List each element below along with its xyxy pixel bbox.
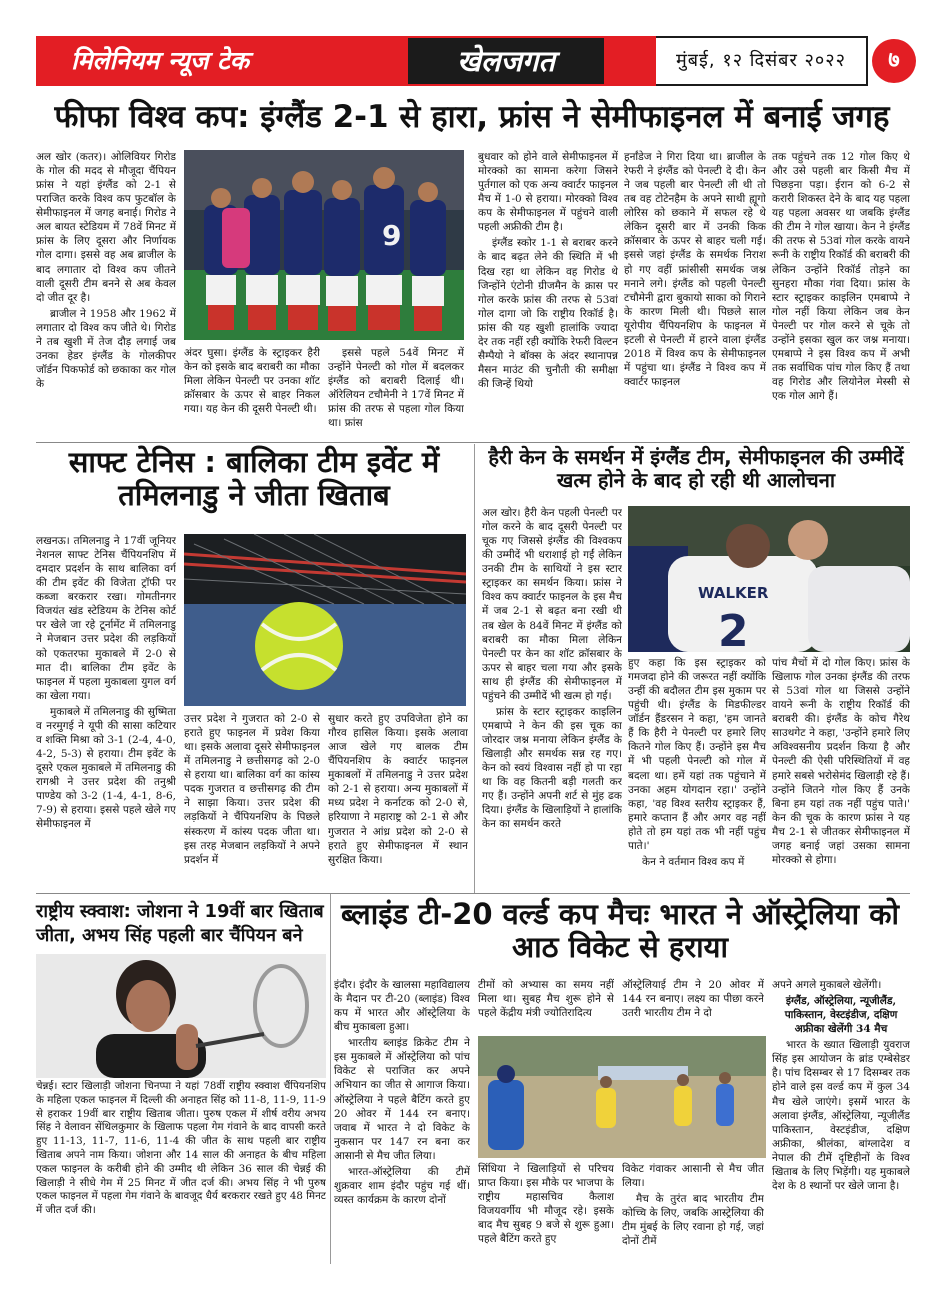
story5-column-2b (478, 1162, 614, 1260)
paragraph: हर्नांडेज ने गिरा दिया था। ब्राजील के रेफरी ने इंग्लैंड को पेनल्टी दे दी। केन ने जब पहली बार पेनल्टी ली थी तो तब वह टोटेनहैम के अपने साथी ह्यूगो लोरिस को छकाने में सफल रहे थे लेकिन दूसरी बार में उनकी किक क्रॉसबार के ऊपर से बाहर चली गई। इससे जहां इंग्लैंड के समर्थक निराश हो गए वहीं फ्रांसीसी समर्थक जश्न मनाने लगे। इंग्लैंड को पहली पेनल्टी टचौमेनी द्वारा बुकायो साका को गिराने के कारण मिली थी। पिछले साल यूरोपीय चैंपियनशिप के फाइनल में इटली से पेनल्टी में हारने वाला इंग्लैंड 2018 में विश्व कप के सेमीफाइनल में पहुंचा था। इंग्लैंड ने विश्व कप में क्वार्टर फाइनल (624, 151, 766, 388)
teams-subheading: इंग्लैंड, ऑस्ट्रेलिया, न्यूजीलैंड, पाकिस्तान, वेस्टइंडीज, दक्षिण अफ्रीका खेलेंगी 34 मैच (784, 995, 898, 1036)
story4-body (36, 1080, 326, 1260)
section-title: खेलजगत (408, 38, 604, 84)
paragraph: अंदर घुसा। इंग्लैंड के स्ट्राइकर हैरी केन को इसके बाद बराबरी का मौका मिला लेकिन पेनल्टी पर उनका शॉट क्रॉसबार के ऊपर से बाहर निकल गया। यह केन की दूसरी पेनल्टी थी। (184, 347, 320, 416)
paragraph: पांच मैचों में दो गोल किए। फ्रांस के खिलाफ गोल उनका इंग्लैंड की तरफ से 53वां गोल था जिससे उन्होंने वायने रूनी के राष्ट्रीय रिकॉर्ड की बराबरी की। इंग्लैंड के कोच गैरेथ साउथगेट ने कहा, 'उन्होंने हमारे लिए अविश्वसनीय प्रदर्शन किया है और पेनल्टी की ऐसी परिस्थितियों में वह हमारे सबसे भरोसेमंद खिलाड़ी रहे हैं। उन्होंने जितने गोल किए हैं उनके बिना हम यहां तक नहीं पहुंच पाते।' केन की चूक के कारण फ्रांस ने यह मैच 2-1 से जीतकर सेमीफाइनल में जगह बनाई जहां उसका सामना मोरक्को से होगा। (772, 657, 910, 866)
tennis-ball-on-court-image (184, 534, 466, 706)
paragraph: इंदौर। इंदौर के खालसा महाविद्यालय के मैदान पर टी-20 (ब्लाइंड) विश्व कप में भारत और ऑस्ट्रेलिया के बीच मुकाबला हुआ। (334, 979, 470, 1034)
paragraph: चेन्नई। स्टार खिलाड़ी जोशना चिनप्पा ने यहां 78वीं राष्ट्रीय स्क्वाश चैंपियनशिप के महिला एकल फाइनल में दिल्ली की अनाहत सिंह को 11-8, 11-9, 11-9 से हराकर 19वीं बार राष्ट्रीय खिताब जीता। पुरुष एकल में शीर्ष वरीय अभय सिंह ने वेलावन सेंथिलकुमार के खिलाफ पहला गेम गंवाने के बाद वापसी करते हुए 11-13, 11-7, 11-6, 11-4 की जीत के साथ पहली बार राष्ट्रीय खिताब अपने नाम किया। जोशना और 14 साल की अनाहत के बीच महिला एकल फाइनल के करीबी होने की उम्मीद थी लेकिन 36 साल की चेन्नई की खिलाड़ी ने सीधे गेम में 25 मिनट में जीत दर्ज की। अभय सिंह ने भी पुरुष एकल फाइनल में पहला गेम गंवाने के बावजूद धैर्य बरकरार रखते हुए 48 मिनट में जीत दर्ज की। (36, 1080, 326, 1217)
paragraph: केन ने वर्तमान विश्व कप में (642, 855, 745, 868)
paragraph: अल खोर। हैरी केन पहली पेनल्टी पर गोल करने के बाद दूसरी पेनल्टी पर चूक गए जिससे इंग्लैंड की विश्वकप की उम्मीदें भी धराशाई हो गईं लेकिन उनकी टीम के साथियों ने इस स्टार स्ट्राइकर का समर्थन किया। फ्रांस ने विश्व कप क्वार्टर फाइनल के इस मैच में जब 2-1 से बढ़त बना रखी थी तब खेल के 84वें मिनट में इंग्लैंड को बराबरी का मौका मिला लेकिन पेनल्टी पर केन का शॉट क्रॉसबार के ऊपर से बाहर चला गया और इसके साथ ही इंग्लैंड की सेमीफाइनल में पहुंचने की उम्मीदें भी खत्म हो गई। (482, 507, 622, 702)
story4-headline: राष्ट्रीय स्क्वाश: जोशना ने 19वीं बार खिताब जीता, अभय सिंह पहली बार चैंपियन बने (36, 901, 324, 947)
paragraph: मुकाबले में तमिलनाडु की सुष्मिता व नरमुगई ने यूपी की सासा कटियार व शक्ति मिश्रा को 3-1 (2-4, 4-0, 4-2, 5-3) से हराया। टीम इवेंट के दूसरे एकल मुकाबले में तमिलनाडु की रागश्री ने उत्तर प्रदेश की तनुश्री पाण्डेय को 3-2 (1-4, 4-1, 8-6, 7-9) से हराया। इससे पहले खेले गए सेमीफाइनल में (36, 705, 176, 831)
paragraph: ब्राजील ने 1958 और 1962 में लगातार दो विश्व कप जीते थे। गिरोड ने तब खुशी में तेज दौड़ लगाई जब उनका हेडर इंग्लैंड के गोलकीपर जॉर्डन पिकफोर्ड को छकाका कर गोल के (36, 307, 176, 390)
story5-column-2 (478, 978, 614, 1032)
story3-column-3 (772, 656, 910, 889)
section-banner (284, 36, 656, 86)
story3-headline: हैरी केन के समर्थन में इंग्लैंड टीम, सेमीफाइनल की उम्मीदें खत्म होने के बाद हो रही थी आलोचना (488, 445, 904, 492)
story2-column-3 (328, 712, 468, 889)
paragraph: सुधार करते हुए उपविजेता होने का गौरव हासिल किया। इसके अलावा आज खेले गए बालक टीम चैंपियनशिप के क्वार्टर फाइनल मुकाबलों में तमिलनाडु ने उत्तर प्रदेश को 2-1 से हराया। अन्य मुकाबलों में मध्य प्रदेश ने कर्नाटक को 2-0 से, हरियाणा ने महाराष्ट्र को 2-1 से और गुजरात ने आंध्र प्रदेश को 2-0 से हराते हुए सेमीफाइनल में स्थान सुरक्षित किया। (328, 713, 468, 866)
story1-column-1 (36, 150, 176, 440)
issue-date: मुंबई, १२ दिसंबर २०२२ (656, 36, 868, 86)
tennis-ball-photo (184, 534, 466, 706)
story5-column-1 (334, 978, 470, 1260)
story2-headline: साफ्ट टेनिस : बालिका टीम इवेंट में तमिलनाडु ने जीता खिताब (68, 445, 440, 513)
story1-headline: फीफा विश्व कप: इंग्लैंड 2-1 से हारा, फ्रांस ने सेमीफाइनल में बनाई जगह (54, 99, 890, 135)
story2-column-1 (36, 534, 176, 889)
story1-column-5 (624, 150, 766, 440)
paragraph: मैच के तुरंत बाद भारतीय टीम कोच्चि के लिए, जबकि आस्ट्रेलिया की टीम मुंबई के लिए रवाना हो गई, जहां दोनों टीमें (622, 1193, 764, 1248)
divider (36, 442, 910, 443)
svg-text:9: 9 (382, 219, 402, 252)
story5-column-3 (622, 978, 764, 1032)
paragraph: सिंधिया ने खिलाड़ियों से परिचय प्राप्त किया। इस मौके पर भाजपा के राष्ट्रीय महासचिव कैलाश विजयवर्गीय भी मौजूद रहे। इसके बाद मैच सुबह 9 बजे से शुरू हुआ। पहले बैटिंग करते हुए (478, 1163, 614, 1246)
paragraph: बुधवार को होने वाले सेमीफाइनल में मोरक्को का सामना करेगा जिसने पुर्तगाल को एक अन्य क्वार्टर फाइनल मैच में 1-0 से हराया। मोरक्को विश्व कप के सेमीफाइनल में पहुंचने वाली पहली अफ्रीकी टीम है। (478, 151, 618, 234)
kane-consoled-image (628, 506, 910, 652)
france-team-celebration-image (184, 150, 464, 340)
masthead (36, 36, 908, 86)
story1-column-6 (772, 150, 910, 440)
paragraph: भारत के ख्यात खिलाड़ी युवराज सिंह इस आयोजन के ब्रांड एम्बेसेडर है। पांच दिसम्बर से 17 दिसम्बर तक होने वाले इस वर्ल्ड कप में कुल 34 मैच खेले जाएंगे। इसमें भारत के अलावा इंग्लैंड, ऑस्ट्रेलिया, न्यूजीलैंड पाकिस्तान, वेस्टइंडीज, दक्षिण अफ्रीका, श्रीलंका, बांग्लादेश व नेपाल की टीमें दृष्टिहीनों के विश्व खिताब के लिए भिड़ेंगी। यह मुकाबले देश के 8 स्थानों पर खेले जाना है। (772, 1039, 910, 1192)
paragraph: हुए कहा कि इस स्ट्राइकर को गमजदा होने की जरूरत नहीं क्योंकि उन्हीं की बदौलत टीम इस मुकाम पर पहुंची थी। इंग्लैंड के मिडफील्डर जॉर्डन हैंडरसन ने कहा, 'हम जानते हैं कि हैरी ने पेनल्टी पर हमारे लिए कितने गोल किए हैं। उन्होंने इस मैच में भी पहली पेनल्टी को गोल में बदला था। हमें यहां तक पहुंचाने में उनका अहम योगदान रहा।' उन्होंने कहा, 'वह विश्व स्तरीय स्ट्राइकर हैं, हमारे कप्तान हैं और अगर वह नहीं होते तो हम यहां तक भी नहीं पहुंच पाते।' (628, 657, 766, 852)
jersey-number: 2 (718, 606, 749, 652)
divider (36, 893, 910, 894)
squash-player-photo (36, 954, 326, 1078)
paragraph: ऑस्ट्रेलियाई टीम ने 20 ओवर में 144 रन बनाए। लक्ष्य का पीछा करने उतरी भारतीय टीम ने दो (622, 979, 764, 1020)
blind-cricket-photo (478, 1036, 766, 1158)
paragraph: विकेट गंवाकर आसानी से मैच जीत लिया। (622, 1163, 764, 1190)
story5-headline: ब्लाइंड टी-20 वर्ल्ड कप मैचः भारत ने ऑस्ट्रेलिया को आठ विकेट से हराया (340, 897, 899, 965)
story1-column-2 (184, 346, 320, 440)
football-celebration-photo (184, 150, 464, 340)
paragraph: अपने अगले मुकाबले खेलेंगी। (772, 979, 882, 991)
paragraph: भारतीय ब्लाइंड क्रिकेट टीम ने इस मुकाबले में ऑस्ट्रेलिया को पांच विकेट से पराजित कर अपने अभियान का जीत से आगाज किया। ऑस्ट्रेलिया ने पहले बैटिंग करते हुए 20 ओवर में 144 रन बनाए। जवाब में भारत ने दो विकेट के नुकसान पर 147 रन बना कर आसानी से मैच जीत लिया। (334, 1037, 470, 1162)
paragraph: भारत-ऑस्ट्रेलिया की टीमें शुक्रवार शाम इंदौर पहुंच गई थीं। व्यस्त कार्यक्रम के कारण दोनों (334, 1165, 470, 1206)
paragraph: उत्तर प्रदेश ने गुजरात को 2-0 से हराते हुए फाइनल में प्रवेश किया था। इसके अलावा दूसरे सेमीफाइनल में तमिलनाडु ने छत्तीसगढ़ को 2-0 से हराया था। बालिका वर्ग का कांस्य पदक गुजरात व छत्तीसगढ़ की टीम ने साझा किया। उत्तर प्रदेश की लड़कियों ने चैंपियनशिप के पिछले संस्करण में कांस्य पदक जीता था। इस तरह मेजबान लड़कियों ने अपने प्रदर्शन में (184, 713, 320, 866)
paragraph: अल खोर (कतर)। ओलिवियर गिरोड के गोल की मदद से मौजूदा चैंपियन फ्रांस ने यहां इंग्लैंड को 2-1 से पराजित करके विश्व कप फुटबॉल के सेमीफाइनल में जगह बनाई। गिरोड ने अल बायत स्टेडियम में 78वें मिनट में फ्रांस के लिए दूसरा और निर्णायक गोल दागा। इससे वह अब ब्राजील के बाद लगातार दो विश्व कप जीतने वाली दूसरी टीम बनने से अब केवल दो जीत दूर है। (36, 151, 176, 304)
paragraph: इससे पहले 54वें मिनट में उन्होंने पेनल्टी को गोल में बदलकर इंग्लैंड को बराबरी दिलाई थी। ऑरेलियन टचौमेनी ने 17वें मिनट में फ्रांस की तरफ से पहला गोल किया था। फ्रांस (328, 347, 464, 430)
joshna-chinappa-image (36, 954, 326, 1078)
column-divider (474, 444, 475, 894)
paragraph: लखनऊ। तमिलनाडु ने 17वीं जूनियर नेशनल साफ्ट टेनिस चैंपियनशिप में दमदार प्रदर्शन के साथ बालिका वर्ग की टीम इवेंट की विजेता ट्रॉफी पर कब्जा बरकरार रखा। गोमतीनगर विजयंत खंड स्टेडियम के टेनिस कोर्ट पर खेले जा रहे टूर्नामेंट में तमिलनाडु ने मेजबान उत्तर प्रदेश की लड़कियों को एकतरफा मुकाबले में 2-0 से मात दी। बालिका टीम इवेंट के फाइनल में पहला मुकाबला युगल वर्ग का खेला गया। (36, 535, 176, 702)
blind-cricket-match-image (478, 1036, 766, 1158)
story5-column-4 (772, 978, 910, 1260)
jersey-name: WALKER (698, 584, 769, 602)
paragraph: टीमों को अभ्यास का समय नहीं मिला था। सुबह मैच शुरू होने से पहले केंद्रीय मंत्री ज्योतिरादित्य (478, 979, 614, 1020)
story1-column-4 (478, 150, 618, 440)
paragraph: इंग्लैंड स्कोर 1-1 से बराबर करने के बाद बढ़त लेने की स्थिति में भी दिख रहा था लेकिन वह गिरोड थे जिन्होंने एंटोनी ग्रीजमैन के क्रास पर गोल करके फ्रांस की तरफ से 53वां गोल दागा जो कि राष्ट्रीय रिकॉर्ड है। फ्रांस की यह खुशी हालांकि ज्यादा देर तक नहीं रही क्योंकि रेफरी विल्टन सैम्पैयो ने बॉक्स के अंदर स्थानापन्न मैसन माउंट की चुनौती की समीक्षा की जिन्हें थियो (478, 237, 618, 390)
paragraph: तक पहुंचने तक 12 गोल किए थे और उसे पहली बार किसी मैच में पिछड़ना पड़ा। ईरान को 6-2 से करारी शिकस्त देने के बाद यह पहला यह पहला अवसर था जबकि इंग्लैंड की टीम ने गोल खाया। केन ने इंग्लैंड की तरफ से 53वां गोल करके वायने रूनी के राष्ट्रीय रिकॉर्ड की बराबरी की लेकिन उन्होंने रिकॉर्ड तोड़ने का सुनहरा मौका गंवा दिया। फ्रांस के स्टार स्ट्राइकर काइलिन एमबाप्पे ने गोल नहीं किया लेकिन जब केन पेनल्टी पर गोल करने से चूके तो उन्होंने इसका खुल कर जश्न मनाया। एमबाप्पे ने इस विश्व कप में अभी तक सर्वाधिक पांच गोल किए हैं तथा वह गिरोड और लियोनेल मेस्सी से एक गोल आगे हैं। (772, 151, 910, 403)
newspaper-brand: मिलेनियम न्यूज टेक (36, 36, 284, 86)
story3-column-2 (628, 656, 766, 889)
england-players-photo (628, 506, 910, 652)
story2-column-2 (184, 712, 320, 889)
story1-column-3 (328, 346, 464, 440)
story3-column-1 (482, 506, 622, 889)
page-number: ७ (872, 39, 916, 83)
story5-column-3b (622, 1162, 764, 1260)
paragraph: फ्रांस के स्टार स्ट्राइकर काइलिन एमबाप्पे ने केन की इस चूक का जोरदार जश्न मनाया लेकिन इंग्लैंड के खिलाड़ी और समर्थक सन्न रह गए। केन को स्वयं विश्वास नहीं हो पा रहा था कि वह कितनी बड़ी गलती कर गए हैं। उन्होंने अपनी शर्ट से मुंह ढक दिया। इंग्लैंड के खिलाड़ियों ने हालांकि केन का समर्थन करते (482, 705, 622, 831)
